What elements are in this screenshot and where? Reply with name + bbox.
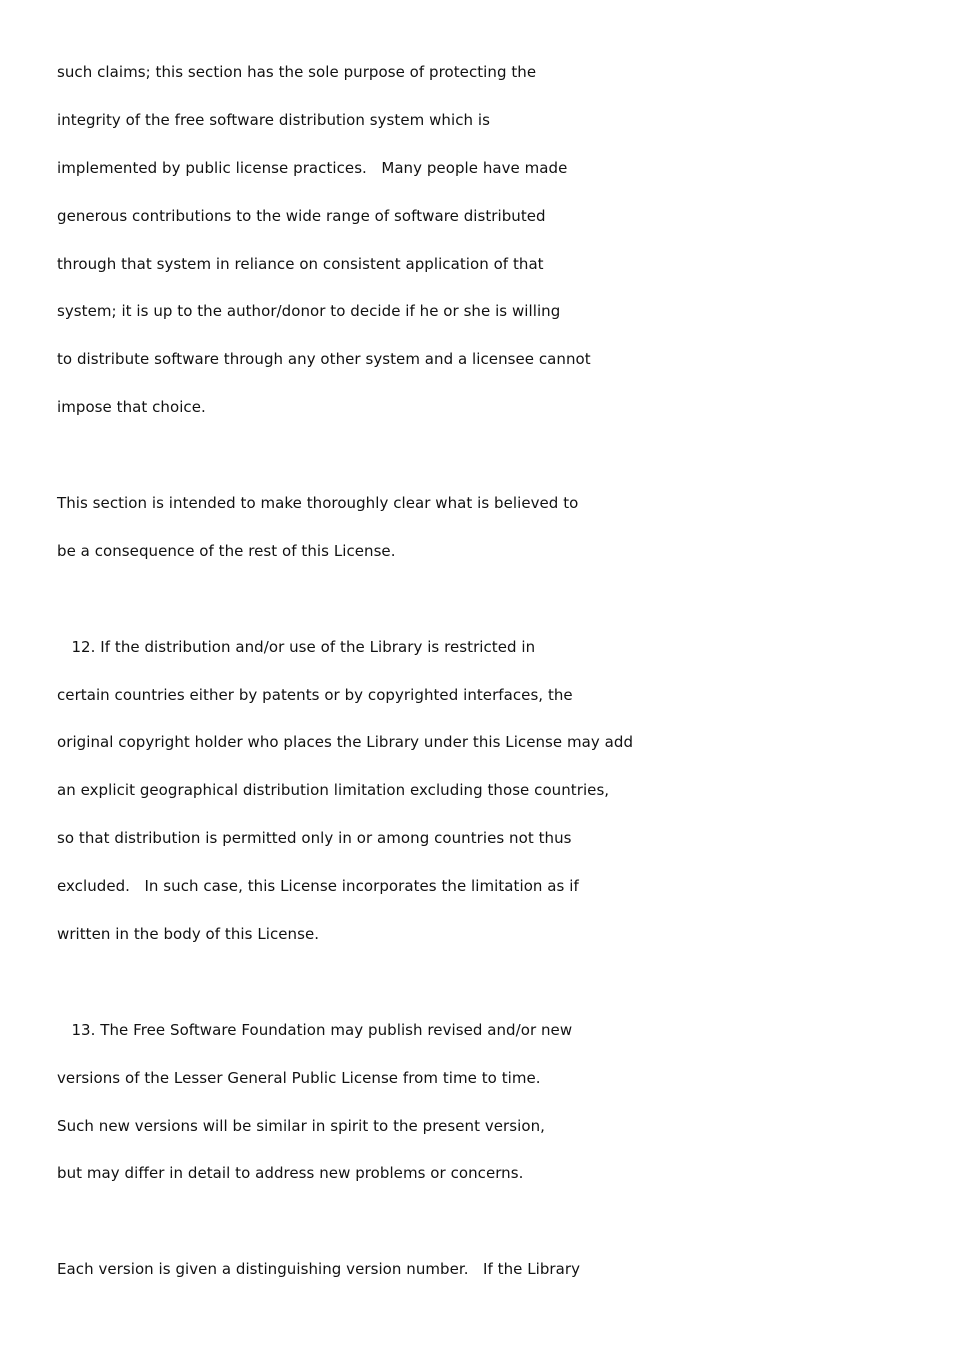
blank-line xyxy=(57,1209,917,1257)
license-text-block xyxy=(57,60,917,1305)
text-line: an explicit geographical distribution limitation excluding those countries, xyxy=(57,781,610,800)
text-line: through that system in reliance on consistent application of that xyxy=(57,254,544,273)
text-line: versions of the Lesser General Public License from time to time. xyxy=(57,1068,541,1087)
blank-line xyxy=(57,587,917,635)
text-line: integrity of the free software distribution system which is xyxy=(57,110,490,129)
text-line: Such new versions will be similar in spirit to the present version, xyxy=(57,1116,545,1135)
text-line: so that distribution is permitted only in or among countries not thus xyxy=(57,829,572,848)
text-line: certain countries either by patents or by copyrighted interfaces, the xyxy=(57,685,573,704)
text-line: generous contributions to the wide range of software distributed xyxy=(57,206,546,225)
text-line: such claims; this section has the sole purpose of protecting the xyxy=(57,63,537,81)
text-line: system; it is up to the author/donor to decide if he or she is willing xyxy=(57,302,561,321)
text-line: but may differ in detail to address new problems or concerns. xyxy=(57,1164,524,1183)
section-12-heading-line: 12. If the distribution and/or use of the Library is restricted in xyxy=(57,637,536,656)
text-line: implemented by public license practices. Many people have made xyxy=(57,158,568,177)
text-line: This section is intended to make thoroughly clear what is believed to xyxy=(57,494,579,513)
blank-line xyxy=(57,970,917,1018)
text-line: to distribute software through any other system and a licensee cannot xyxy=(57,350,591,369)
text-line: original copyright holder who places the Library under this License may add xyxy=(57,733,634,752)
text-line: excluded. In such case, this License incorporates the limitation as if xyxy=(57,877,579,896)
text-line: Each version is given a distinguishing version number. If the Library xyxy=(57,1260,581,1279)
section-13-heading-line: 13. The Free Software Foundation may publish revised and/or new xyxy=(57,1020,573,1039)
text-line: be a consequence of the rest of this License. xyxy=(57,541,396,560)
blank-line xyxy=(57,443,917,491)
text-line: written in the body of this License. xyxy=(57,925,320,944)
text-line: impose that choice. xyxy=(57,398,206,417)
